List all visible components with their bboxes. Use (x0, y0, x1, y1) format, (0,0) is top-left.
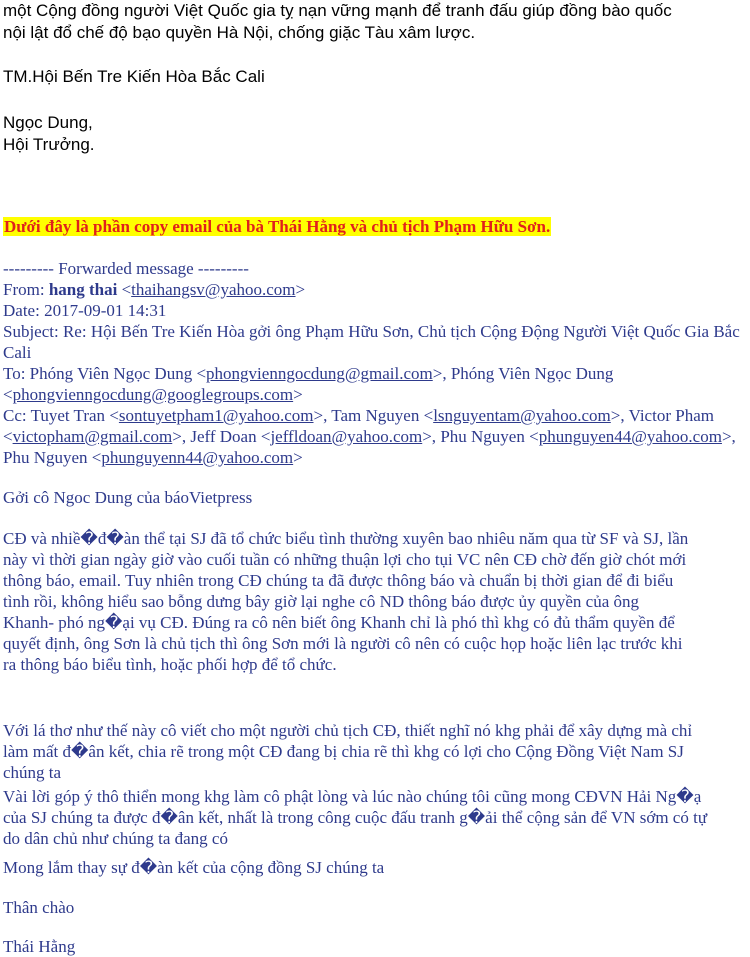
cc-name: Phu Nguyen (440, 427, 525, 446)
cc-name: Victor Pham (628, 406, 714, 425)
paragraph-line: chúng ta (3, 763, 62, 782)
cc-email-link[interactable]: phunguyenn44@yahoo.com (101, 448, 294, 467)
paragraph-line: Vài lời góp ý thô thiển mong khg làm cô phật lòng và lúc nào chúng tôi cũng mong CĐVN Hải Ng�ạ (3, 787, 702, 806)
to-email-link[interactable]: phongvienngocdung@googlegroups.com (12, 385, 294, 404)
from-name: hang thai (48, 280, 118, 299)
signer-name: Ngọc Dung, (3, 113, 93, 132)
to-line: To: Phóng Viên Ngọc Dung <phongvienngocdung@gmail.com>, Phóng Viên Ngọc Dung <phongvienngocdung@googlegroups.com> (3, 364, 614, 404)
to-email-link[interactable]: phongvienngocdung@gmail.com (206, 364, 433, 383)
body-paragraph-4: Mong lắm thay sự đ�àn kết của cộng đồng SJ chúng ta (3, 858, 385, 877)
body-paragraph-3 (3, 786, 748, 849)
paragraph-line: do dân chủ như chúng ta đang có (3, 829, 228, 848)
date-label: Date: (3, 301, 45, 320)
to-label: To: (3, 364, 30, 383)
subject-value: Re: Hội Bến Tre Kiến Hòa gởi ông Phạm Hữu Sơn, Chủ tịch Cộng Động Người Việt Quốc Gia Bắc Cali (3, 322, 740, 362)
cc-email-link[interactable]: lsnguyentam@yahoo.com (433, 406, 611, 425)
cc-name: Tam Nguyen (331, 406, 420, 425)
signer-title: Hội Trưởng. (3, 135, 95, 154)
paragraph-line: CĐ và nhiề�đ�àn thể tại SJ đã tổ chức biểu tình thường xuyên bao nhiêu năm qua từ SF và SJ, lần (3, 529, 689, 548)
body-paragraph-1 (3, 528, 748, 675)
intro-line: nội lật đổ chế độ bạo quyền Hà Nội, chống giặc Tàu xâm lược. (3, 23, 476, 42)
cc-name: Jeff Doan (190, 427, 257, 446)
date-value: 2017-09-01 14:31 (44, 301, 167, 320)
paragraph-line: ra thông báo biểu tình, hoặc phối hợp để tổ chức. (3, 655, 337, 674)
intro-line: một Cộng đồng người Việt Quốc gia tỵ nạn vững mạnh để tranh đấu giúp đồng bào quốc (3, 1, 672, 20)
signature: Thái Hằng (3, 937, 76, 956)
to-name: Phóng Viên Ngọc Dung (450, 364, 614, 383)
cc-name: Tuyet Tran (30, 406, 106, 425)
paragraph-line: thông báo, email. Tuy nhiên trong CĐ chúng ta đã được thông báo và chuẩn bị thời gian để đi biểu (3, 571, 674, 590)
from-email-link[interactable]: thaihangsv@yahoo.com (131, 280, 296, 299)
signer-block (3, 112, 748, 156)
paragraph-line: Khanh- phó ng�ại vụ CĐ. Đúng ra cô nên biết ông Khanh chỉ là phó thì khg có đủ thẩm quyền để (3, 613, 675, 632)
body-paragraph-2 (3, 720, 748, 783)
cc-email-link[interactable]: victopham@gmail.com (12, 427, 173, 446)
intro-paragraph (3, 0, 748, 44)
from-line: From: hang thai <thaihangsv@yahoo.com> (3, 280, 306, 299)
org-line: TM.Hội Bến Tre Kiến Hòa Bắc Cali (3, 67, 265, 86)
subject-line (3, 321, 748, 363)
highlight-note-row (3, 216, 748, 238)
highlight-note: Dưới đây là phần copy email của bà Thái Hằng và chủ tịch Phạm Hữu Sơn. (4, 217, 551, 236)
paragraph-line: làm mất đ�ân kết, chia rẽ trong một CĐ đang bị chia rẽ thì khg có lợi cho Cộng Đồng Việt Nam SJ (3, 742, 684, 761)
forward-marker: --------- Forwarded message --------- (3, 259, 249, 278)
from-label: From: (3, 280, 49, 299)
greeting: Gởi cô Ngoc Dung của báoVietpress (3, 488, 253, 507)
cc-line: Cc: Tuyet Tran <sontuyetpham1@yahoo.com>, Tam Nguyen <lsnguyentam@yahoo.com>, Victor Pham <victopham@gmail.com>, Jeff Doan <jeffldoan@yahoo.com>, Phu Nguyen <phunguyen44@yahoo.com>, Phu Nguyen <phunguyenn44@yahoo.com> (3, 406, 736, 467)
cc-email-link[interactable]: phunguyen44@yahoo.com (538, 427, 722, 446)
paragraph-line: quyết định, ông Sơn là chủ tịch thì ông Sơn mới là người cô nên có cuộc họp hoặc liên lạc trước khi (3, 634, 683, 653)
paragraph-line: của SJ chúng ta được đ�ân kết, nhất là trong công cuộc đấu tranh g�ải thể cộng sản để VN sớm có tự (3, 808, 708, 827)
email-header (3, 258, 748, 468)
date-line (3, 300, 748, 321)
cc-email-link[interactable]: sontuyetpham1@yahoo.com (118, 406, 314, 425)
subject-label: Subject: (3, 322, 63, 341)
paragraph-line: này vì thời gian ngày giờ vào cuối tuần có những thuận lợi cho tụi VC nên CĐ chờ đến giờ chót mới (3, 550, 687, 569)
cc-name: Phu Nguyen (3, 448, 88, 467)
to-name: Phóng Viên Ngọc Dung (29, 364, 193, 383)
cc-label: Cc: (3, 406, 31, 425)
cc-email-link[interactable]: jeffldoan@yahoo.com (270, 427, 423, 446)
paragraph-line: tình rồi, không hiểu sao bỗng dưng bây giờ lại nghe cô ND thông báo được ủy quyền của ông (3, 592, 640, 611)
paragraph-line: Với lá thơ như thế này cô viết cho một người chủ tịch CĐ, thiết nghĩ nó khg phải để xây dựng mà chỉ (3, 721, 693, 740)
closing: Thân chào (3, 898, 75, 917)
